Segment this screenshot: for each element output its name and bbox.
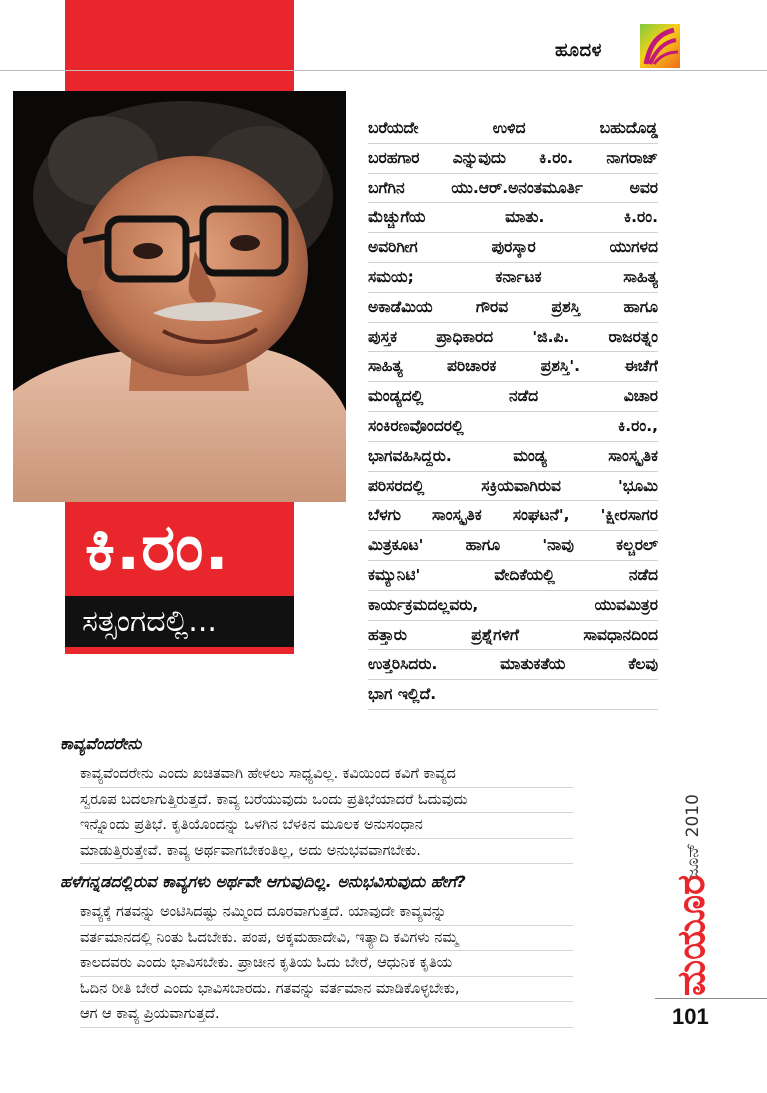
flower-logo-icon: [640, 24, 680, 68]
text-line: ಓದಿನ ರೀತಿ ಬೇರೆ ಎಂದು ಭಾವಿಸಬಾರದು. ಗತವನ್ನು ವರ್ತಮಾನ ಮಾಡಿಕೊಳ್ಳಬೇಕು,: [80, 977, 573, 1003]
feature-title: ಕಿ.ರಂ.: [85, 511, 230, 585]
text-line: ಹತ್ತಾರು ಪ್ರಶ್ನೆಗಳಿಗೆ ಸಾವಧಾನದಿಂದ: [368, 621, 658, 651]
footer-divider: [655, 998, 767, 999]
text-line: ಮಂಡ್ಯದಲ್ಲಿ ನಡೆದ ವಿಚಾರ: [368, 382, 658, 412]
text-line: ಮಾಡುತ್ತಿರುತ್ತೇವೆ. ಕಾವ್ಯ ಅರ್ಥವಾಗಬೇಕಂತಿಲ್ಲ, ಅದು ಅನುಭವವಾಗಬೇಕು.: [80, 839, 573, 865]
text-line: ಕಾಲದವರು ಎಂದು ಭಾವಿಸಬೇಕು. ಪ್ರಾಚೀನ ಕೃತಿಯ ಓದು ಬೇರೆ, ಆಧುನಿಕ ಕೃತಿಯ: [80, 951, 573, 977]
text-line: ಮಿತ್ರಕೂಟ' ಹಾಗೂ 'ನಾವು ಕಲ್ಚರಲ್: [368, 531, 658, 561]
text-line: ಉತ್ತರಿಸಿದರು. ಮಾತುಕತೆಯ ಕೆಲವು: [368, 650, 658, 680]
text-line: ಪರಿಸರದಲ್ಲಿ ಸಕ್ರಿಯವಾಗಿರುವ 'ಭೂಮಿ: [368, 472, 658, 502]
answer-paragraph: [80, 900, 573, 1028]
header-red-block: [65, 0, 294, 91]
text-line: ಮೆಚ್ಚುಗೆಯ ಮಾತು. ಕಿ.ರಂ.: [368, 203, 658, 233]
text-line: ಅವರಿಗೀಗ ಪುರಸ್ಕಾರ ಯುಗಳದ: [368, 233, 658, 263]
magazine-name: [667, 874, 717, 998]
text-line: ಭಾಗ ಇಲ್ಲಿದೆ.: [368, 680, 658, 710]
text-line: ಬರಹಗಾರ ಎನ್ನುವುದು ಕಿ.ರಂ. ನಾಗರಾಜ್: [368, 144, 658, 174]
text-line: ಸಂಕಿರಣವೊಂದರಲ್ಲಿ ಕಿ.ರಂ.,: [368, 412, 658, 442]
text-line: ಭಾಗವಹಿಸಿದ್ದರು. ಮಂಡ್ಯ ಸಾಂಸ್ಕೃತಿಕ: [368, 442, 658, 472]
question-heading: ಹಳೆಗನ್ನಡದಲ್ಲಿರುವ ಕಾವ್ಯಗಳು ಅರ್ಥವೇ ಆಗುವುದಿಲ್ಲ. ಅನುಭವಿಸುವುದು ಹೇಗೆ?: [60, 872, 466, 891]
section-label: ಹೂದಳ: [555, 40, 602, 61]
text-line: ಕಮ್ಯುನಿಟಿ' ವೇದಿಕೆಯಲ್ಲಿ ನಡೆದ: [368, 561, 658, 591]
magazine-name-text: ಮಯೂರ: [669, 874, 713, 996]
header-divider: [0, 70, 767, 71]
text-line: ಕಾರ್ಯಕ್ರಮದಲ್ಲವರು, ಯುವಮಿತ್ರರ: [368, 591, 658, 621]
text-line: ಸ್ವರೂಪ ಬದಲಾಗುತ್ತಿರುತ್ತದೆ. ಕಾವ್ಯ ಬರೆಯುವುದು ಒಂದು ಪ್ರತಿಭೆಯಾದರೆ ಓದುವುದು: [80, 788, 573, 814]
text-line: ಬೆಳಗು ಸಾಂಸ್ಕೃತಿಕ ಸಂಘಟನೆ', 'ಕ್ಷೀರಸಾಗರ: [368, 501, 658, 531]
text-line: ಸಮಯ; ಕರ್ನಾಟಕ ಸಾಹಿತ್ಯ: [368, 263, 658, 293]
page-number: 101: [672, 1004, 709, 1029]
issue-date-text: ಜೂನ್ 2010: [683, 794, 703, 880]
text-line: ಬಗೆಗಿನ ಯು.ಆರ್.ಅನಂತಮೂರ್ತಿ ಅವರ: [368, 174, 658, 204]
intro-column: [368, 114, 658, 710]
text-line: ವರ್ತಮಾನದಲ್ಲಿ ನಿಂತು ಓದಬೇಕು. ಪಂಪ, ಅಕ್ಕಮಹಾದೇವಿ, ಇತ್ಯಾದಿ ಕವಿಗಳು ನಮ್ಮ: [80, 926, 573, 952]
text-line: ಸಾಹಿತ್ಯ ಪರಿಚಾರಕ ಪ್ರಶಸ್ತಿ'. ಈಚೆಗೆ: [368, 352, 658, 382]
text-line: ಇನ್ನೊಂದು ಪ್ರತಿಭೆ. ಕೃತಿಯೊಂದನ್ನು ಒಳಗಿನ ಬೆಳಕಿನ ಮೂಲಕ ಅನುಸಂಧಾನ: [80, 813, 573, 839]
text-line: ಬರೆಯದೇ ಉಳಿದ ಬಹುದೊಡ್ಡ: [368, 114, 658, 144]
portrait-photo: [13, 91, 346, 502]
text-line: ಆಗ ಆ ಕಾವ್ಯ ಪ್ರಿಯವಾಗುತ್ತದೆ.: [80, 1002, 573, 1028]
feature-subtitle: ಸತ್ಸಂಗದಲ್ಲಿ...: [82, 604, 217, 639]
text-line: ಅಕಾಡೆಮಿಯ ಗೌರವ ಪ್ರಶಸ್ತಿ ಹಾಗೂ: [368, 293, 658, 323]
text-line: ಪುಸ್ತಕ ಪ್ರಾಧಿಕಾರದ 'ಜಿ.ಪಿ. ರಾಜರತ್ನಂ: [368, 323, 658, 353]
question-heading: ಕಾವ್ಯವೆಂದರೇನು: [60, 734, 142, 753]
answer-paragraph: [80, 762, 573, 864]
text-line: ಕಾವ್ಯವೆಂದರೇನು ಎಂದು ಖಚಿತವಾಗಿ ಹೇಳಲು ಸಾಧ್ಯವಿಲ್ಲ. ಕವಿಯಿಂದ ಕವಿಗೆ ಕಾವ್ಯದ: [80, 762, 573, 788]
text-line: ಕಾವ್ಯಕ್ಕೆ ಗತವನ್ನು ಅಂಟಿಸಿದಷ್ಟು ನಮ್ಮಿಂದ ದೂರವಾಗುತ್ತದೆ. ಯಾವುದೇ ಕಾವ್ಯವನ್ನು: [80, 900, 573, 926]
